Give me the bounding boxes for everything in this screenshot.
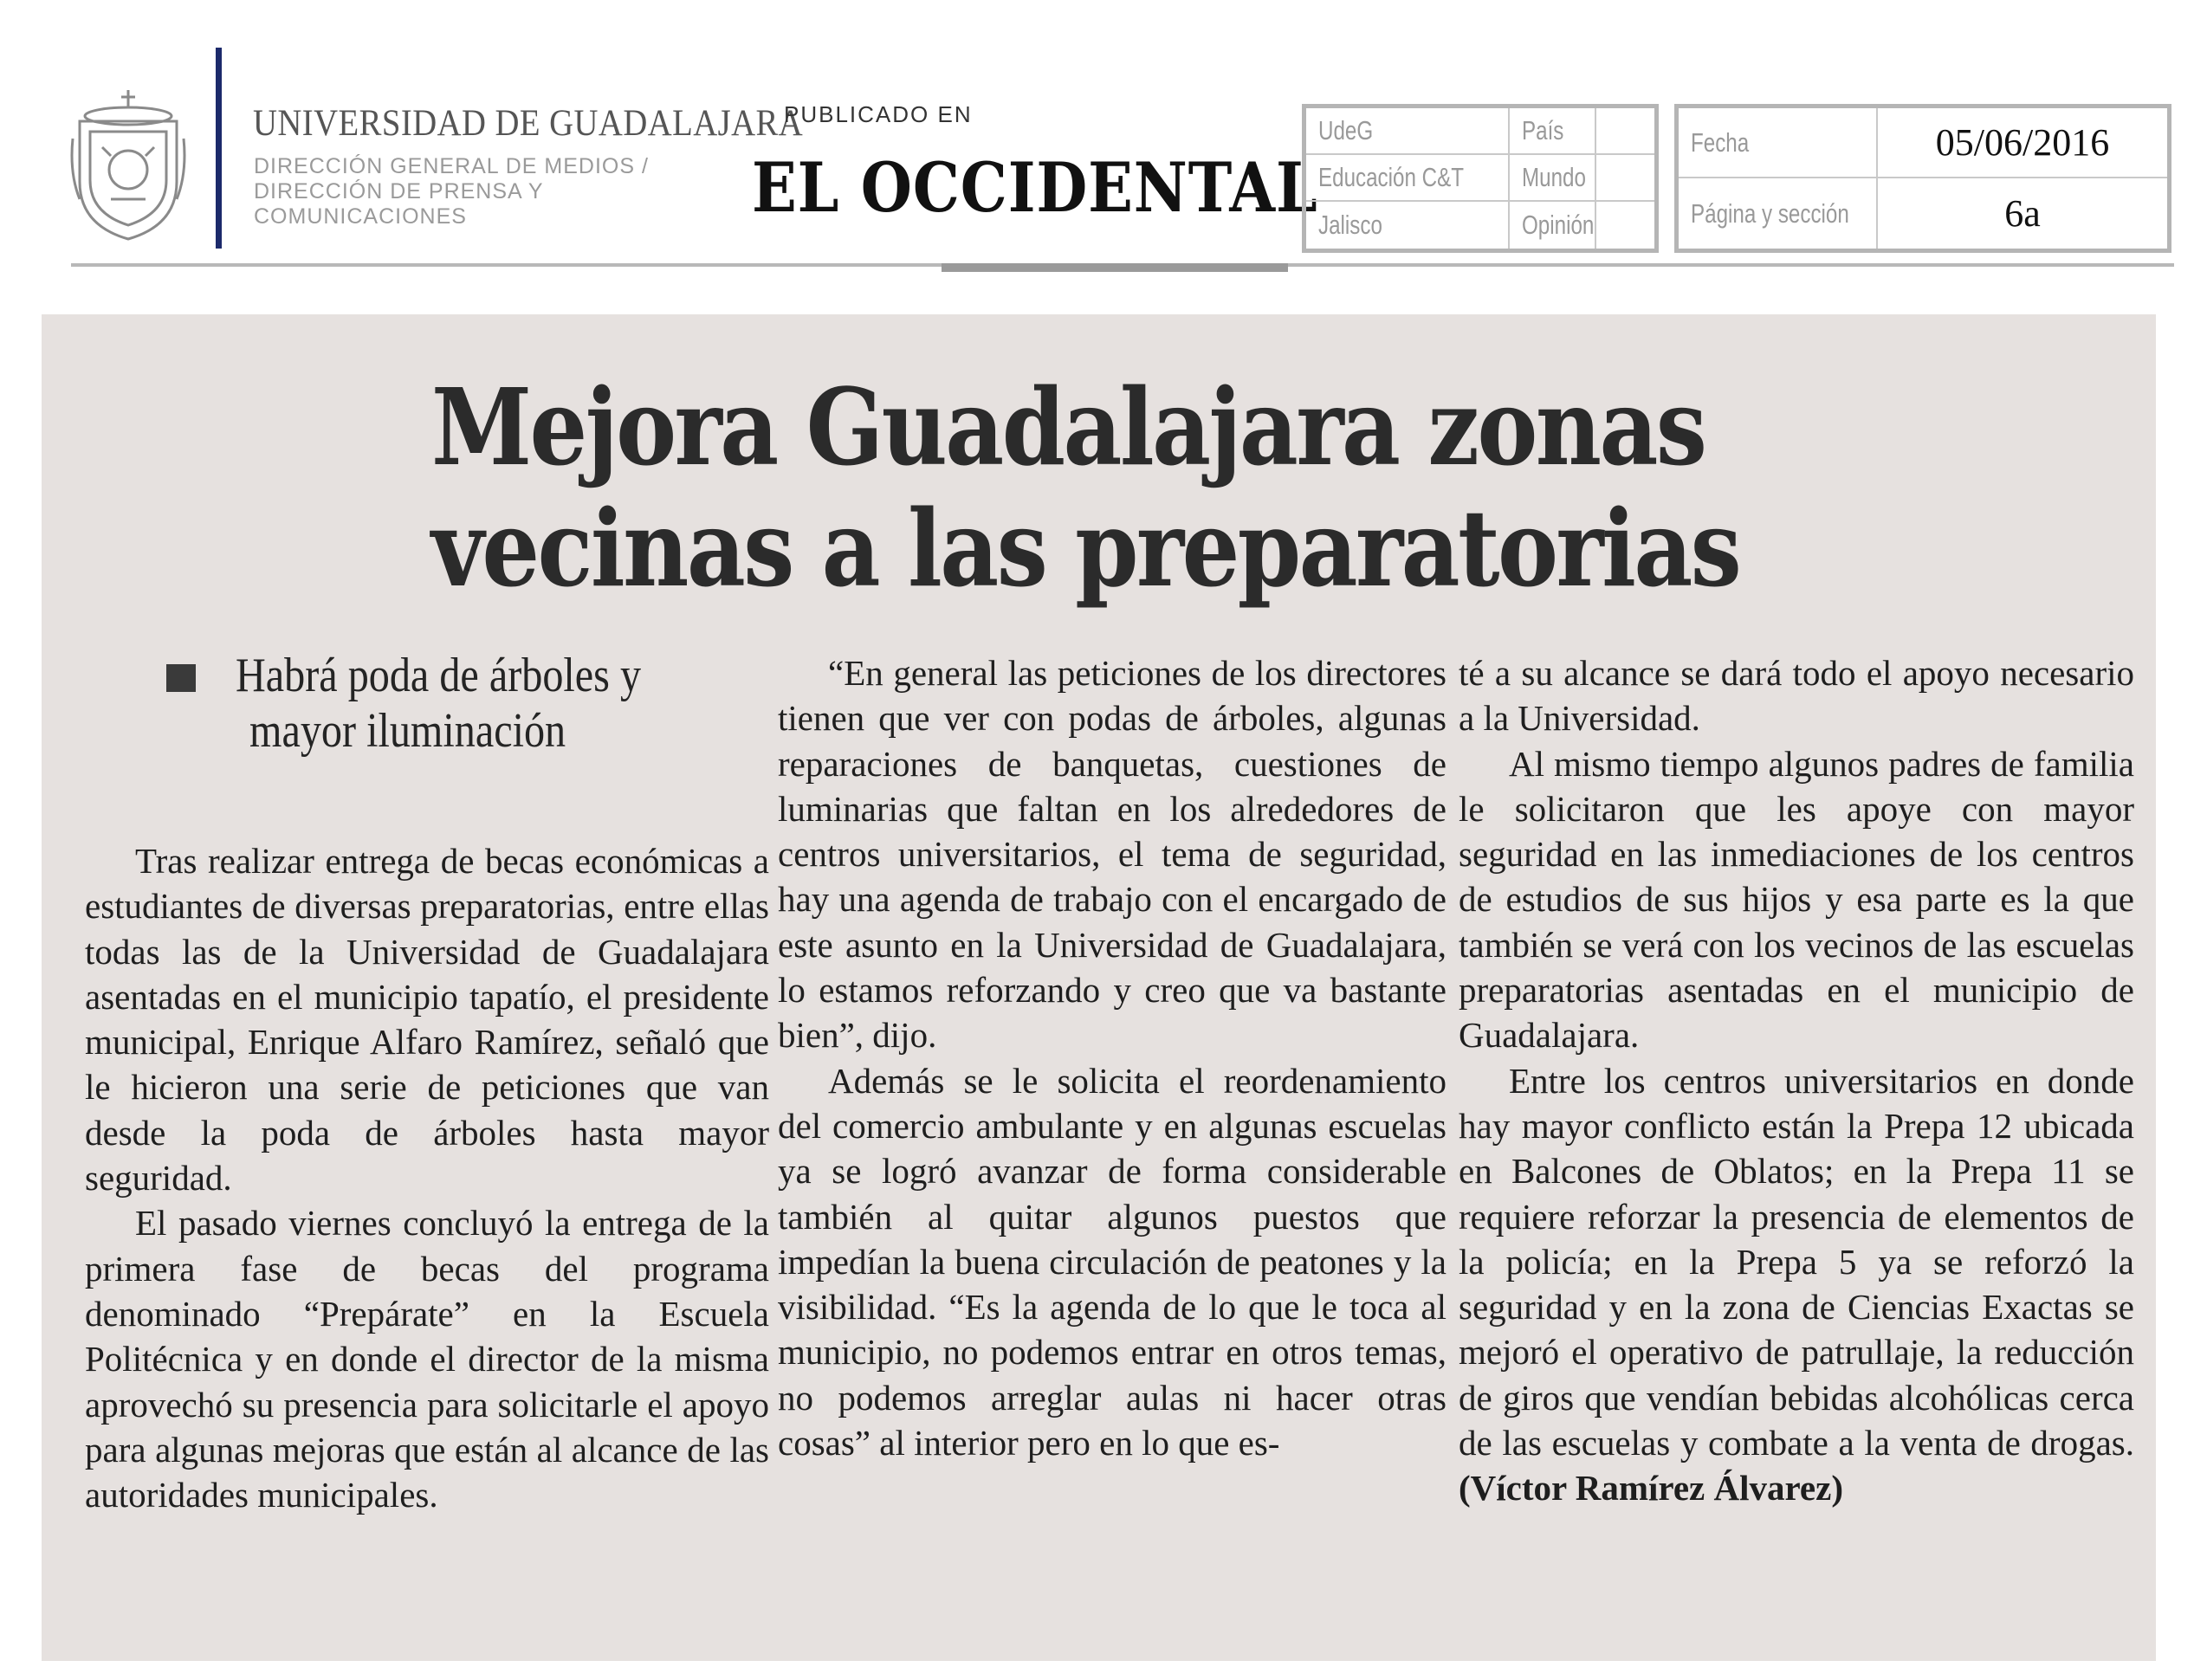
- article-byline: (Víctor Ramírez Álvarez): [1459, 1468, 1843, 1509]
- page-value: 6a: [2004, 192, 2041, 235]
- section-cell: UdeG: [1306, 108, 1510, 155]
- section-cell: Mundo: [1510, 155, 1596, 202]
- section-table: [1302, 104, 1659, 253]
- paragraph: El pasado viernes concluyó la entrega de la primera fase de becas del programa denominado “Prepárate” en la Escuela Politécnica y en donde el director de la misma aprovechó su presencia para solicitarle el apoyo para algunas mejoras que están al alcance de las autoridades municipales.: [85, 1203, 769, 1515]
- square-bullet-icon: [166, 664, 196, 692]
- date-page-table: [1674, 104, 2171, 253]
- article-headline: Mejora Guadalajara zonas vecinas a las preparatorias: [431, 365, 1740, 611]
- date-value: 05/06/2016: [1878, 108, 2167, 178]
- university-name: UNIVERSIDAD DE GUADALAJARA: [253, 103, 804, 144]
- article-column-1: [85, 838, 769, 1517]
- paragraph: Además se le solicita el reordenamiento del comercio ambulante y en algunas escuelas ya se logró avanzar de forma considerable también al quitar algunos puestos que impedían la buena circulación de peatones y la visibilidad. “Es la agenda de lo que le toca al municipio, no podemos entrar en otros temas, no podemos arreglar aulas ni hacer otras cosas” al interior pero en lo que es-: [778, 1060, 1447, 1464]
- paragraph: té a su alcance se dará todo el apoyo necesario a la Universidad.: [1459, 653, 2134, 739]
- header-divider: [216, 48, 222, 249]
- newspaper-clipping: Mejora Guadalajara zonas vecinas a las preparatorias Habrá poda de árboles y mayor iluminación Tras realizar entrega de becas económicas a estudiantes de diversas preparatorias, entre ellas todas las de la Universidad de Guadalajara asentadas en el municipio tapatío, el presidente municipal, Enrique Alfaro Ramírez, señaló que le hicieron una serie de peticiones que van desde la poda de árboles hasta mayor seguridad. El pasado viernes concluyó la entrega de la primera fase de becas del programa denominado “Prepárate” en la Escuela Politécnica y en donde el director de la misma aprovechó su presencia para solicitarle el apoyo para algunas mejoras que están al alcance de las autoridades municipales. “En general las peticiones de los directores tienen que ver con podas de árboles, algunas reparaciones de banquetas, cuestiones de luminarias que faltan en los alrededores de centros universitarios, el tema de seguridad, hay una agenda de trabajo con el encargado de este asunto en la Universidad de Guadalajara, lo estamos reforzando y creo que va bastante bien”, dijo. Además se le solicita el reordenamiento del comercio ambulante y en algunas escuelas ya se logró avanzar de forma considerable también al quitar algunos puestos que impedían la buena circulación de peatones y la visibilidad. “Es la agenda de lo que le toca al municipio, no podemos entrar en otros temas, no podemos arreglar aulas ni hacer otras cosas” al interior pero en lo que es- té a su alcance se dará todo el apoyo necesario a la Universidad. Al mismo tiempo algunos padres de familia le solicitaron que les apoye con mayor seguridad en las inmediaciones de los centros de estudios de sus hijos y esa parte es la que también se verá con los vecinos de las escuelas preparatorias asentadas en el municipio de Guadalajara. Entre los centros universitarios en donde hay mayor conflicto están la Prepa 12 ubicada en Balcones de Oblatos; en la Prepa 11 se requiere reforzar la presencia de elementos de la policía; en la Prepa 5 ya se reforzó la seguridad y en la zona de Ciencias Exactas se mejoró el operativo de patrullaje, la reducción de giros que vendían bebidas alcohólicas cerca de las escuelas y combate a la venta de drogas. (Víctor Ramírez Álvarez): [42, 314, 2156, 1661]
- page-label: Página y sección: [1679, 178, 1878, 249]
- section-mark-cell: [1596, 155, 1654, 202]
- university-seal-icon: [68, 87, 189, 242]
- article-column-2: [778, 650, 1447, 1465]
- header-rule-accent: [942, 263, 1288, 272]
- article-column-3: [1459, 650, 2134, 1511]
- section-mark-cell: [1596, 108, 1654, 155]
- section-cell: País: [1510, 108, 1596, 155]
- section-cell: Jalisco: [1306, 202, 1510, 249]
- paragraph: Tras realizar entrega de becas económicas a estudiantes de diversas preparatorias, entre ellas todas las de la Universidad de Guadalajara asentadas en el municipio tapatío, el presidente municipal, Enrique Alfaro Ramírez, señaló que le hicieron una serie de peticiones que van desde la poda de árboles hasta mayor seguridad.: [85, 841, 769, 1199]
- department-name: DIRECCIÓN GENERAL DE MEDIOS / DIRECCIÓN DE PRENSA Y COMUNICACIONES: [254, 154, 649, 229]
- section-mark-cell: [1596, 202, 1654, 249]
- paragraph: Entre los centros universitarios en donde hay mayor conflicto están la Prepa 12 ubicada en Balcones de Oblatos; en la Prepa 11 se requiere reforzar la presencia de elementos de la policía; en la Prepa 5 ya se reforzó la seguridad y en la zona de Ciencias Exactas se mejoró el operativo de patrullaje, la reducción de giros que vendían bebidas alcohólicas cerca de las escuelas y combate a la venta de drogas. (Víctor Ramírez Álvarez): [1459, 1060, 2134, 1509]
- section-cell: Educación C&T: [1306, 155, 1510, 202]
- paragraph: Al mismo tiempo algunos padres de familia le solicitaron que les apoye con mayor seguridad en las inmediaciones de los centros de estudios de sus hijos y esa parte es la que también se verá con los vecinos de las escuelas preparatorias asentadas en el municipio de Guadalajara.: [1459, 743, 2134, 1056]
- published-in-label: PUBLICADO EN: [784, 101, 973, 127]
- newspaper-logo: EL OCCIDENTAL: [752, 147, 1318, 228]
- date-label: Fecha: [1679, 108, 1878, 178]
- paragraph: “En general las peticiones de los directores tienen que ver con podas de árboles, algunas reparaciones de banquetas, cuestiones de luminarias que faltan en los alrededores de centros universitarios, el tema de seguridad, hay una agenda de trabajo con el encargado de este asunto en la Universidad de Guadalajara, lo estamos reforzando y creo que va bastante bien”, dijo.: [778, 653, 1447, 1056]
- section-cell: Opinión: [1510, 202, 1596, 249]
